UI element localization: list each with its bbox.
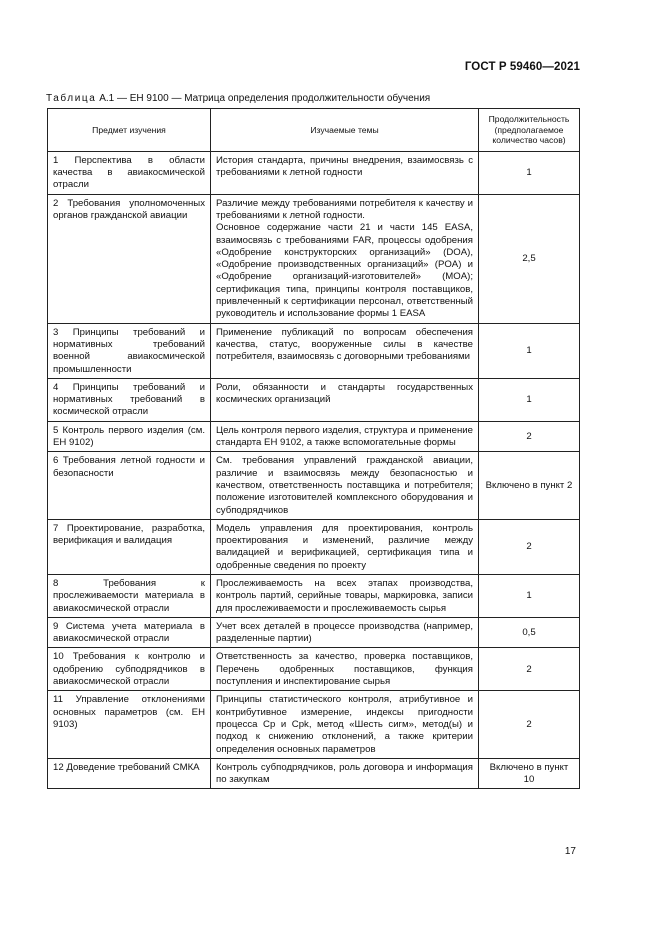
cell-hours: 2 bbox=[479, 648, 580, 691]
cell-hours: 2 bbox=[479, 421, 580, 452]
table-row bbox=[48, 421, 580, 452]
cell-topics: Контроль субподрядчиков, роль договора и информация по закупкам bbox=[211, 758, 479, 789]
cell-subject: 3 Принципы требований и нормативных требований военной авиакосмической промышленности bbox=[48, 323, 211, 378]
cell-topics: Применение публикаций по вопросам обеспечения качества, статус, вооруженные силы в качестве потребителя, взаимосвязь с договорными требованиями bbox=[211, 323, 479, 378]
cell-hours: 1 bbox=[479, 574, 580, 617]
cell-topics: Ответственность за качество, проверка поставщиков, Перечень одобренных поставщиков, функция поступления и инспектирование сырья bbox=[211, 648, 479, 691]
cell-hours: 0,5 bbox=[479, 617, 580, 648]
standard-code: ГОСТ Р 59460—2021 bbox=[464, 61, 580, 73]
cell-subject: 8 Требования к прослеживаемости материала в авиакосмической отрасли bbox=[48, 574, 211, 617]
col-header-subject: Предмет изучения bbox=[48, 109, 211, 152]
cell-subject: 2 Требования уполномоченных органов гражданской авиации bbox=[48, 194, 211, 323]
table-header-row bbox=[48, 109, 580, 152]
cell-hours: 2,5 bbox=[479, 194, 580, 323]
cell-subject: 4 Принципы требований и нормативных требований в космической отрасли bbox=[48, 378, 211, 421]
cell-topics: Цель контроля первого изделия, структура и применение стандарта ЕН 9102, а также вспомогательные формы bbox=[211, 421, 479, 452]
cell-hours: 1 bbox=[479, 323, 580, 378]
caption-text: А.1 — ЕН 9100 — Матрица определения продолжительности обучения bbox=[96, 93, 431, 104]
cell-topics: История стандарта, причины внедрения, взаимосвязь с требованиями к летной годности bbox=[211, 151, 479, 194]
cell-hours: 1 bbox=[479, 378, 580, 421]
table-row bbox=[48, 194, 580, 323]
cell-topics: Роли, обязанности и стандарты государственных космических организаций bbox=[211, 378, 479, 421]
cell-subject: 7 Проектирование, разработка, верификация и валидация bbox=[48, 519, 211, 574]
table-row bbox=[48, 758, 580, 789]
cell-topics: Модель управления для проектирования, контроль проектирования и изменений, различие между валидацией и верификацией, сертификация типа и одобренные сведения по проекту bbox=[211, 519, 479, 574]
table-row bbox=[48, 378, 580, 421]
cell-hours: 1 bbox=[479, 151, 580, 194]
table-row bbox=[48, 617, 580, 648]
table-row bbox=[48, 519, 580, 574]
cell-topics: Учет всех деталей в процессе производства (например, разделенные партии) bbox=[211, 617, 479, 648]
table-row bbox=[48, 323, 580, 378]
cell-subject: 6 Требования летной годности и безопасности bbox=[48, 452, 211, 519]
caption-label: Таблица bbox=[46, 93, 97, 104]
cell-subject: 5 Контроль первого изделия (см. ЕН 9102) bbox=[48, 421, 211, 452]
cell-topics: См. требования управлений гражданской авиации, различие и взаимосвязь между безопасностью и качеством, ответственность поставщика и потребителя; положение изготовителей комплексного оборудования и субподрядчиков bbox=[211, 452, 479, 519]
cell-subject: 1 Перспектива в области качества в авиакосмической отрасли bbox=[48, 151, 211, 194]
cell-hours: Включено в пункт 10 bbox=[479, 758, 580, 789]
page-number: 17 bbox=[564, 846, 576, 857]
cell-subject: 10 Требования к контролю и одобрению субподрядчиков в авиакосмической отрасли bbox=[48, 648, 211, 691]
cell-topics: Принципы статистического контроля, атрибутивное и контрибутивное измерение, индексы пригодности процесса Ср и Срk, метод «Шесть сигм», метод(ы) и подход к снижению отклонений, а также критерии определения основных параметров bbox=[211, 691, 479, 758]
cell-topics: Прослеживаемость на всех этапах производства, контроль партий, серийные товары, маркировка, записи для прослеживаемости и прослеживаемость сырья bbox=[211, 574, 479, 617]
cell-hours: 2 bbox=[479, 519, 580, 574]
table-row bbox=[48, 574, 580, 617]
cell-subject: 12 Доведение требований СМКА bbox=[48, 758, 211, 789]
cell-hours: 2 bbox=[479, 691, 580, 758]
table-row bbox=[48, 452, 580, 519]
table-row bbox=[48, 648, 580, 691]
table-caption bbox=[46, 93, 430, 104]
table-row bbox=[48, 691, 580, 758]
col-header-hours: Продолжительность (предполагаемое количество часов) bbox=[479, 109, 580, 152]
cell-subject: 11 Управление отклонениями основных параметров (см. ЕН 9103) bbox=[48, 691, 211, 758]
cell-topics: Различие между требованиями потребителя к качеству и требованиями к летной годности. Основное содержание части 21 и части 145 EASA, взаимосвязь с требованиями FAR, процессы одобрения «Одобрение конструкторских организаций» (DOA), «Одобрение производственных организаций» (POA) и «Одобрение организаций-изготовителей» (MOA); сертификация типа, принципы контроля поставщиков, привлеченный к сертификации персонал, ответственный руководитель и использование формы 1 EASA bbox=[211, 194, 479, 323]
cell-hours: Включено в пункт 2 bbox=[479, 452, 580, 519]
training-matrix-table bbox=[47, 108, 580, 789]
cell-subject: 9 Система учета материала в авиакосмической отрасли bbox=[48, 617, 211, 648]
table-row bbox=[48, 151, 580, 194]
col-header-topics: Изучаемые темы bbox=[211, 109, 479, 152]
